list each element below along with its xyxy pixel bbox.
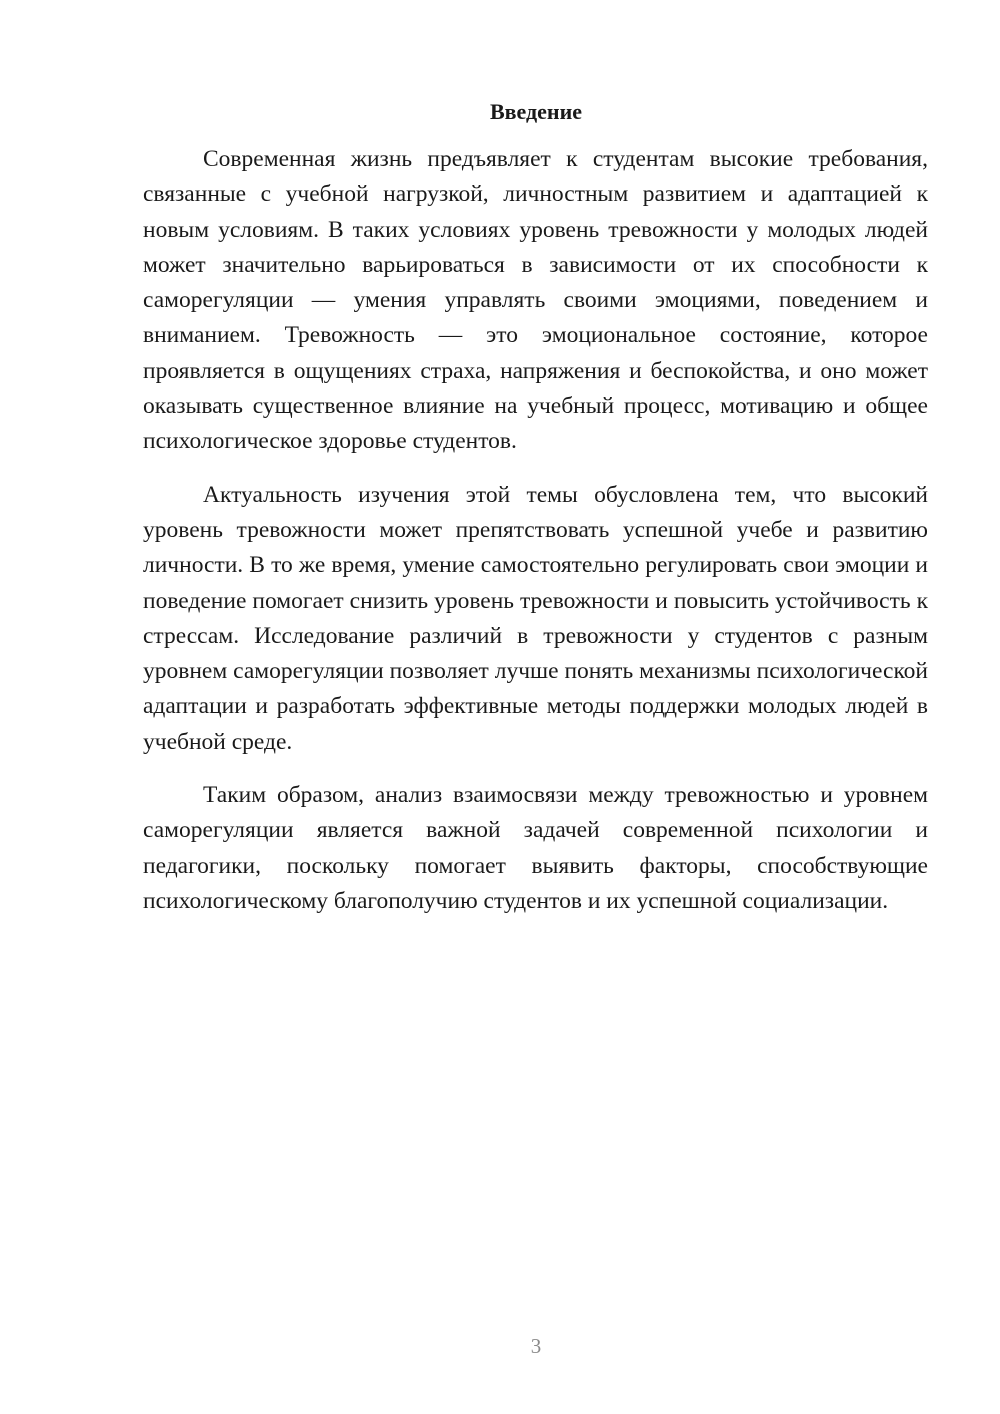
page-number: 3 [530, 1334, 542, 1358]
section-heading: Введение [489, 99, 583, 124]
paragraph-3: Таким образом, анализ взаимосвязи между тревожностью и уровнем саморегуляции является важной задачей современной психологии и педагогики, поскольку помогает выявить факторы, способствующие психологическому благополучию студентов и их успешной социализации. [143, 782, 928, 914]
paragraph-1: Современная жизнь предъявляет к студентам высокие требования, связанные с учебной нагрузкой, личностным развитием и адаптацией к новым условиям. В таких условиях уровень тревожности у молодых людей может значительно варьироваться в зависимости от их способности к саморегуляции — умения управлять своими эмоциями, поведением и вниманием. Тревожность — это эмоциональное состояние, которое проявляется в ощущениях страха, напряжения и беспокойства, и оно может оказывать существенное влияние на учебный процесс, мотивацию и общее психологическое здоровье студентов. [143, 146, 928, 455]
paragraph-2: Актуальность изучения этой темы обусловлена тем, что высокий уровень тревожности может препятствовать успешной учебе и развитию личности. В то же время, умение самостоятельно регулировать свои эмоции и поведение помогает снизить уровень тревожности и повысить устойчивость к стрессам. Исследование различий в тревожности у студентов с разным уровнем саморегуляции позволяет лучше понять механизмы психологической адаптации и разработать эффективные методы поддержки молодых людей в учебной среде. [143, 481, 928, 755]
body-text [143, 142, 928, 919]
